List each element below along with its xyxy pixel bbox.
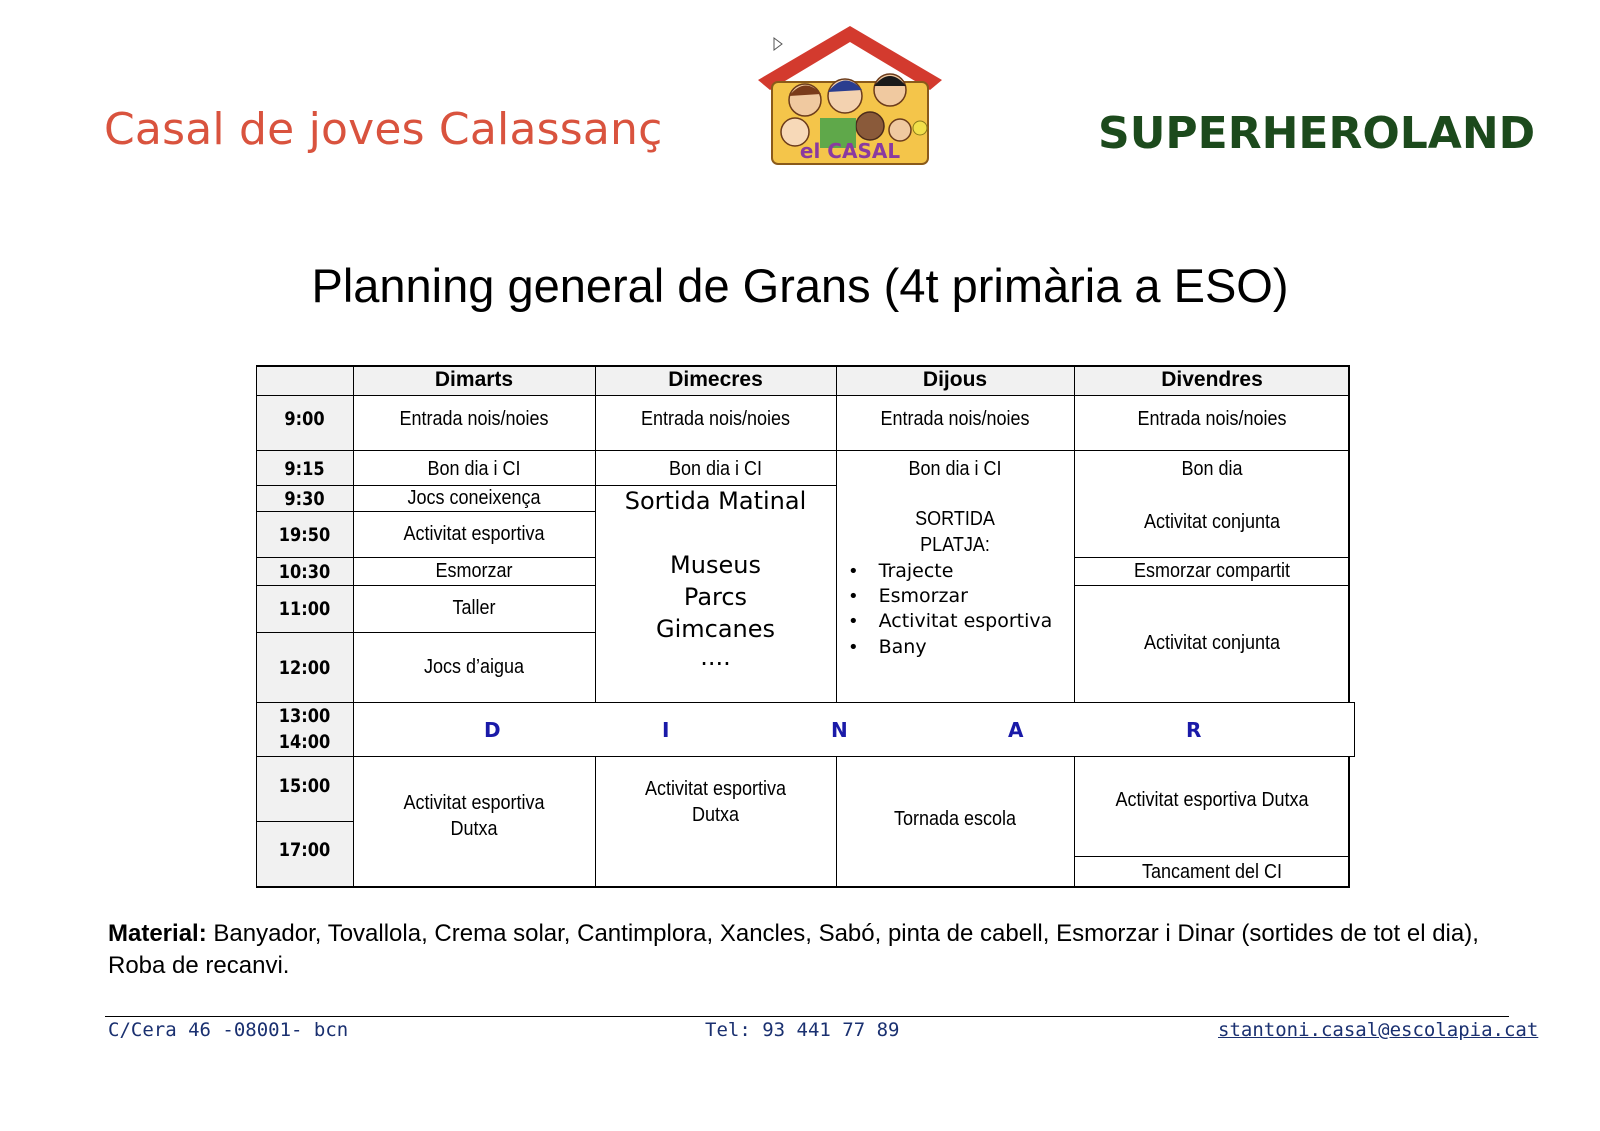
lunch-letter: N [831,718,848,742]
lunch-letter: R [1186,718,1202,742]
time-slot: 11:00 [278,598,331,620]
time-slot: 15:00 [278,775,331,797]
beach-outing-item: • Bany [848,636,927,658]
time-slot: 14:00 [278,731,331,753]
activity-cell: Activitat esportiva [403,792,545,814]
footer-email-link[interactable]: stantoni.casal@escolapia.cat [1218,1019,1539,1041]
activity-cell: Esmorzar compartit [1133,560,1291,582]
activity-cell: Entrada nois/noies [399,408,549,430]
activity-cell: Bon dia i CI [427,458,521,480]
time-slot: 9:00 [284,408,325,430]
materials-list: Banyador, Tovallola, Crema solar, Cantimplora, Xancles, Sabó, pinta de cabell, Esmorzar i Dinar (sortides de tot el dia), Roba de recanvi. [108,920,1479,979]
activity-cell: Activitat esportiva Dutxa [1115,789,1309,811]
beach-outing-item: • Activitat esportiva [848,610,1053,632]
activity-cell: Esmorzar [435,560,513,582]
page-title: Planning general de Grans (4t primària a ESO) [311,259,1289,312]
morning-outing-title: Sortida Matinal [624,487,807,515]
activity-cell: Bon dia i CI [908,458,1002,480]
beach-outing-item: • Esmorzar [848,585,968,607]
svg-text:el CASAL: el CASAL [799,139,901,163]
activity-cell: Tornada escola [893,808,1017,830]
beach-outing-title: PLATJA: [920,534,990,556]
casal-logo [750,20,950,170]
activity-cell: Jocs d’aigua [423,656,525,678]
activity-cell: Dutxa [450,818,498,840]
time-slot: 9:30 [284,488,325,510]
time-slot: 12:00 [278,657,331,679]
activity-cell: Entrada nois/noies [640,408,791,430]
footer-divider [105,1016,1509,1017]
activity-cell: Taller [452,597,496,619]
lunch-letter: I [662,718,670,742]
schedule-table [256,365,1350,887]
materials-label: Material: [108,920,207,947]
time-slot: 13:00 [278,705,331,727]
activity-cell: Entrada nois/noies [880,408,1030,430]
footer-address: C/Cera 46 -08001- bcn [108,1019,349,1041]
activity-cell: Entrada nois/noies [1137,408,1287,430]
organization-name: Casal de joves Calassanç [104,104,663,155]
outing-option: Gimcanes [655,615,776,643]
camp-name: SUPERHEROLAND [1098,108,1536,159]
activity-cell: Activitat conjunta [1143,511,1281,533]
outing-option: Museus [670,551,761,579]
beach-outing-title: SORTIDA [915,508,995,530]
activity-cell: Activitat conjunta [1143,632,1281,654]
outing-ellipsis: .... [700,643,731,671]
activity-cell: Bon dia i CI [668,458,763,480]
activity-cell: Activitat esportiva [403,523,545,545]
beach-outing-item: • Trajecte [848,560,954,582]
time-slot: 10:30 [278,561,331,583]
day-header-dimecres: Dimecres [668,368,763,391]
time-slot: 9:15 [284,458,325,480]
footer-phone: Tel: 93 441 77 89 [705,1019,900,1041]
lunch-letter: A [1008,718,1024,742]
activity-cell: Jocs coneixença [407,487,541,509]
activity-cell: Dutxa [691,804,740,826]
activity-cell: Bon dia [1181,458,1243,480]
activity-cell: Activitat esportiva [644,778,787,800]
day-header-dimarts: Dimarts [434,368,514,391]
time-slot: 17:00 [278,839,331,861]
time-slot: 19:50 [278,524,331,546]
outing-option: Parcs [683,583,748,611]
day-header-dijous: Dijous [922,368,988,391]
materials-note [108,918,1508,982]
activity-cell: Tancament del CI [1141,861,1283,883]
lunch-letter: D [484,718,501,742]
day-header-divendres: Divendres [1161,368,1263,391]
